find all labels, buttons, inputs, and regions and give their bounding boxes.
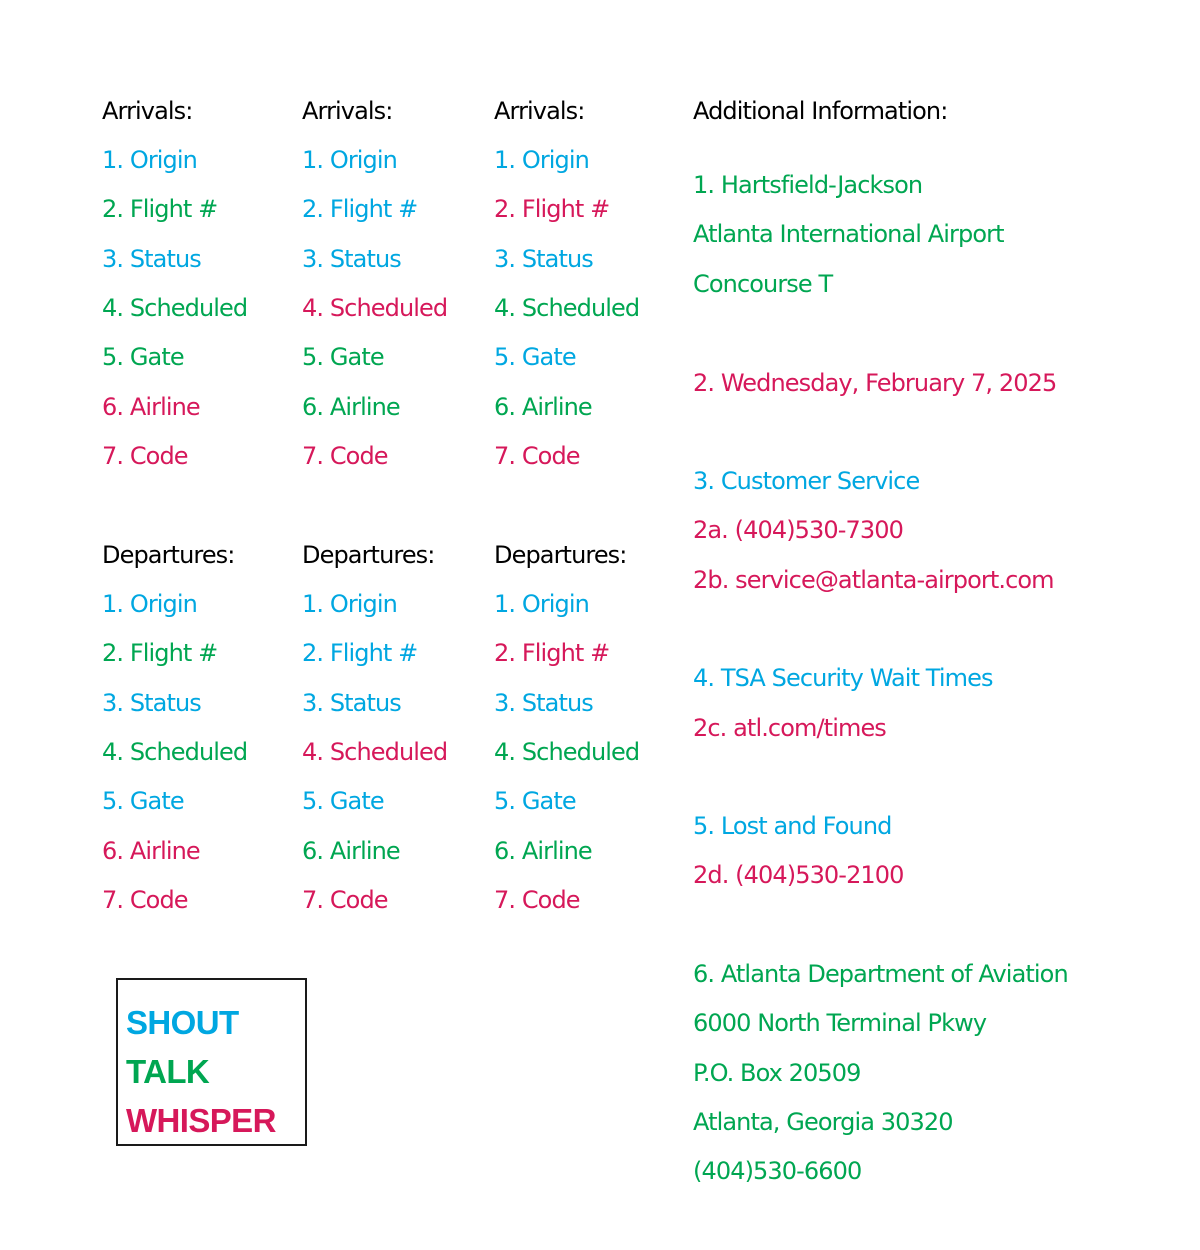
departures-list <box>494 541 684 914</box>
arrivals-item: 5. Gate <box>494 343 576 372</box>
departures-item: 2. Flight # <box>102 639 218 668</box>
arrivals-item: 2. Flight # <box>102 195 218 224</box>
departures-item: 6. Airline <box>494 836 592 865</box>
departures-item: 3. Status <box>494 688 593 717</box>
arrivals-list <box>302 97 492 470</box>
arrivals-heading: Arrivals: <box>102 97 193 125</box>
info-line: 5. Lost and Found <box>693 812 892 840</box>
legend-shout: SHOUT <box>126 1004 239 1041</box>
departures-list <box>302 541 492 914</box>
departures-item: 1. Origin <box>494 590 589 618</box>
legend-whisper: WHISPER <box>126 1102 276 1139</box>
arrivals-list <box>494 97 684 470</box>
arrivals-heading: Arrivals: <box>494 97 585 125</box>
departures-heading: Departures: <box>102 541 235 569</box>
info-line: 2d. (404)530-2100 <box>693 861 904 889</box>
additional-information-heading: Additional Information: <box>693 97 948 125</box>
departures-item: 7. Code <box>494 885 580 914</box>
arrivals-item: 6. Airline <box>302 392 400 421</box>
departures-item: 6. Airline <box>302 836 400 865</box>
info-line: Concourse T <box>693 270 833 298</box>
info-line: Atlanta International Airport <box>693 220 1004 248</box>
departures-item: 4. Scheduled <box>494 737 640 766</box>
arrivals-item: 5. Gate <box>102 343 184 372</box>
arrivals-item: 7. Code <box>494 441 580 470</box>
legend-talk: TALK <box>126 1053 210 1090</box>
arrivals-item: 2. Flight # <box>494 195 610 224</box>
departures-item: 3. Status <box>102 688 201 717</box>
departures-item: 1. Origin <box>102 590 197 618</box>
arrivals-heading: Arrivals: <box>302 97 393 125</box>
departures-heading: Departures: <box>494 541 627 569</box>
arrivals-item: 4. Scheduled <box>494 293 640 322</box>
arrivals-item: 1. Origin <box>102 146 197 174</box>
info-line: 6. Atlanta Department of Aviation <box>693 960 1068 988</box>
info-line: (404)530-6600 <box>693 1157 862 1185</box>
arrivals-item: 5. Gate <box>302 343 384 372</box>
departures-item: 3. Status <box>302 688 401 717</box>
arrivals-item: 7. Code <box>102 441 188 470</box>
arrivals-item: 2. Flight # <box>302 195 418 224</box>
departures-item: 5. Gate <box>494 787 576 816</box>
departures-item: 1. Origin <box>302 590 397 618</box>
info-line: 2b. service@atlanta-airport.com <box>693 566 1054 594</box>
info-line: 1. Hartsfield-Jackson <box>693 171 923 199</box>
arrivals-item: 6. Airline <box>494 392 592 421</box>
arrivals-list <box>102 97 292 470</box>
departures-heading: Departures: <box>302 541 435 569</box>
departures-item: 4. Scheduled <box>102 737 248 766</box>
arrivals-item: 3. Status <box>494 244 593 273</box>
info-line: Atlanta, Georgia 30320 <box>693 1108 953 1136</box>
info-line: P.O. Box 20509 <box>693 1059 861 1087</box>
info-line: 3. Customer Service <box>693 467 920 495</box>
info-line: 2c. atl.com/times <box>693 714 886 742</box>
departures-item: 7. Code <box>102 885 188 914</box>
info-line: 4. TSA Security Wait Times <box>693 664 993 692</box>
arrivals-item: 3. Status <box>302 244 401 273</box>
departures-item: 5. Gate <box>102 787 184 816</box>
departures-item: 7. Code <box>302 885 388 914</box>
info-line: 6000 North Terminal Pkwy <box>693 1009 987 1037</box>
volume-legend <box>116 978 307 1146</box>
departures-item: 2. Flight # <box>494 639 610 668</box>
departures-item: 5. Gate <box>302 787 384 816</box>
arrivals-item: 3. Status <box>102 244 201 273</box>
arrivals-item: 1. Origin <box>494 146 589 174</box>
departures-item: 6. Airline <box>102 836 200 865</box>
departures-item: 2. Flight # <box>302 639 418 668</box>
arrivals-item: 1. Origin <box>302 146 397 174</box>
arrivals-item: 7. Code <box>302 441 388 470</box>
arrivals-item: 6. Airline <box>102 392 200 421</box>
departures-item: 4. Scheduled <box>302 737 448 766</box>
departures-list <box>102 541 292 914</box>
info-line: 2. Wednesday, February 7, 2025 <box>693 369 1057 397</box>
arrivals-item: 4. Scheduled <box>302 293 448 322</box>
arrivals-item: 4. Scheduled <box>102 293 248 322</box>
info-line: 2a. (404)530-7300 <box>693 516 904 544</box>
